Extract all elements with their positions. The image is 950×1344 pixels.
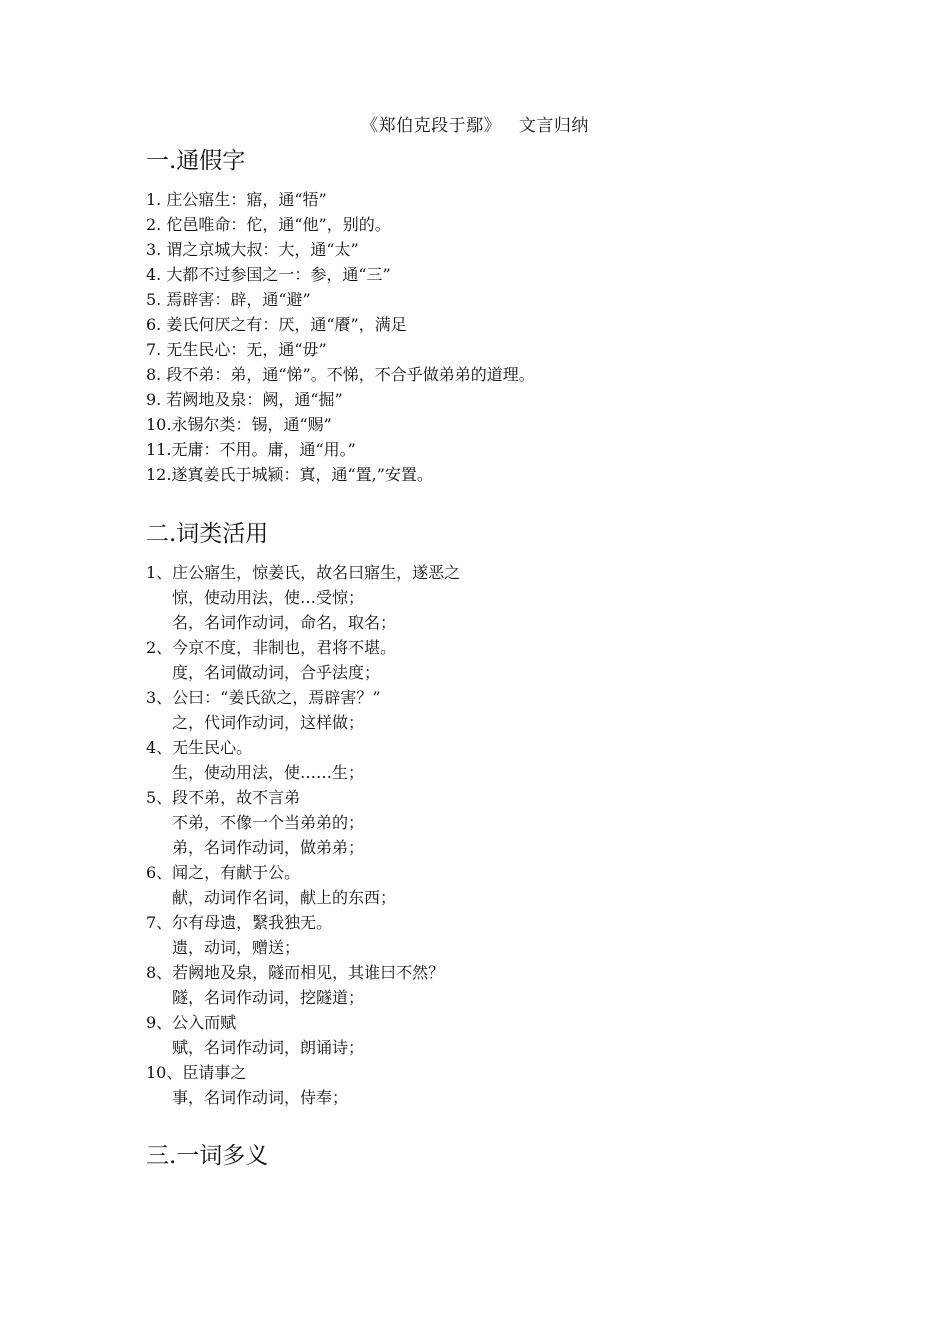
- tongjiazi-item-8: 8. 段不弟：弟，通“悌”。不悌，不合乎做弟弟的道理。: [146, 365, 535, 384]
- huoyong-example-7: 7、尔有母遗，繄我独无。: [146, 913, 333, 932]
- huoyong-example-5: 5、段不弟，故不言弟: [146, 788, 301, 807]
- section-heading-yiciduoyi: 三.一词多义: [146, 1143, 269, 1169]
- tongjiazi-item-2: 2. 佗邑唯命：佗，通“他”，别的。: [146, 215, 391, 234]
- tongjiazi-item-4: 4. 大都不过参国之一：参，通“三”: [146, 265, 391, 284]
- huoyong-note-1a: 惊，使动用法，使…受惊；: [172, 588, 365, 607]
- huoyong-example-9: 9、公入而赋: [146, 1013, 237, 1032]
- section-heading-tongjiazi: 一.通假字: [146, 148, 246, 174]
- tongjiazi-item-10: 10.永锡尔类：锡，通“赐”: [146, 415, 332, 434]
- huoyong-example-1: 1、庄公寤生，惊姜氏，故名曰寤生，遂恶之: [146, 563, 461, 582]
- huoyong-note-3: 之，代词作动词，这样做；: [172, 713, 365, 732]
- huoyong-note-8: 隧，名词作动词，挖隧道；: [172, 988, 365, 1007]
- tongjiazi-item-5: 5. 焉辟害：辟，通“避”: [146, 290, 311, 309]
- huoyong-example-8: 8、若阙地及泉，隧而相见，其谁曰不然？: [146, 963, 445, 982]
- tongjiazi-item-12: 12.遂寘姜氏于城颍：寘，通“置,”安置。: [146, 465, 433, 484]
- huoyong-note-1b: 名，名词作动词，命名，取名；: [172, 613, 397, 632]
- tongjiazi-item-11: 11.无庸：不用。庸，通“用。”: [146, 440, 356, 459]
- huoyong-example-3: 3、公曰：“姜氏欲之，焉辟害？”: [146, 688, 381, 707]
- huoyong-example-6: 6、闻之，有献于公。: [146, 863, 301, 882]
- huoyong-note-5a: 不弟，不像一个当弟弟的；: [172, 813, 365, 832]
- huoyong-note-7: 遗，动词，赠送；: [172, 938, 301, 957]
- huoyong-example-2: 2、今京不度，非制也，君将不堪。: [146, 638, 397, 657]
- section-heading-cileihuoyong: 二.词类活用: [146, 521, 269, 547]
- huoyong-note-2: 度，名词做动词，合乎法度；: [172, 663, 381, 682]
- huoyong-note-6: 献，动词作名词，献上的东西；: [172, 888, 397, 907]
- document-title: 《郑伯克段于鄢》 文言归纳: [361, 116, 589, 136]
- tongjiazi-item-1: 1. 庄公寤生：寤，通“牾”: [146, 190, 327, 209]
- huoyong-example-10: 10、臣请事之: [146, 1063, 247, 1082]
- tongjiazi-item-6: 6. 姜氏何厌之有：厌，通“餍”，满足: [146, 315, 407, 334]
- tongjiazi-item-3: 3. 谓之京城大叔：大，通“太”: [146, 240, 359, 259]
- tongjiazi-item-7: 7. 无生民心：无，通“毋”: [146, 340, 327, 359]
- huoyong-note-10: 事，名词作动词，侍奉；: [172, 1088, 349, 1107]
- huoyong-note-4: 生，使动用法，使……生；: [172, 763, 365, 782]
- huoyong-note-9: 赋，名词作动词，朗诵诗；: [172, 1038, 365, 1057]
- tongjiazi-item-9: 9. 若阙地及泉：阙，通“掘”: [146, 390, 343, 409]
- huoyong-example-4: 4、无生民心。: [146, 738, 253, 757]
- huoyong-note-5b: 弟，名词作动词，做弟弟；: [172, 838, 365, 857]
